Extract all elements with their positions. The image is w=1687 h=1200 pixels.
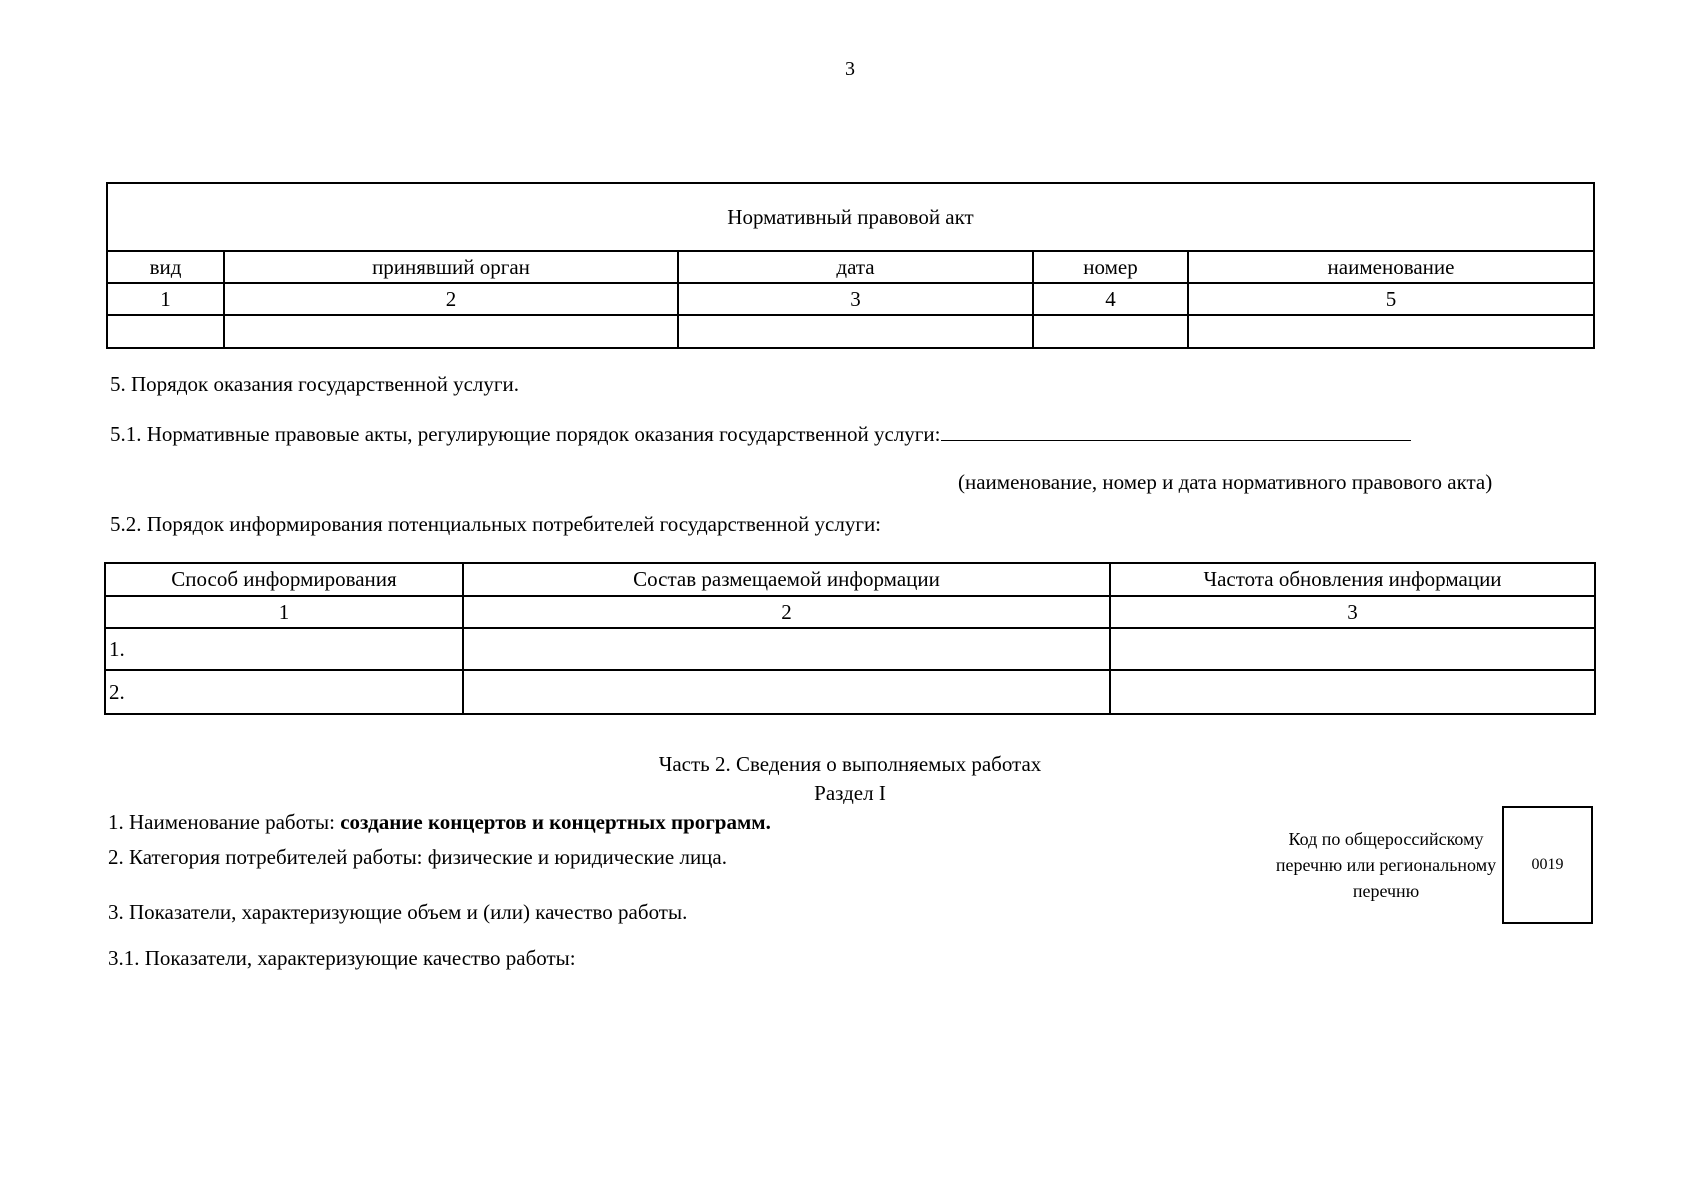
empty-cell — [1188, 315, 1594, 348]
table-row — [107, 315, 1594, 348]
empty-cell — [463, 670, 1110, 714]
consumer-category: 2. Категория потребителей работы: физические и юридические лица. — [108, 845, 727, 869]
section-5-1-note: (наименование, номер и дата нормативного правового акта) — [958, 470, 1493, 494]
section-5-2-text: 5.2. Порядок информирования потенциальных потребителей государственной услуги: — [110, 512, 882, 536]
section-5-heading: 5. Порядок оказания государственной услуги. — [110, 372, 519, 396]
column-number: 3 — [678, 283, 1033, 315]
column-number: 1 — [105, 596, 463, 628]
registry-code-label: Код по общероссийскому перечню или региональному перечню — [1275, 829, 1497, 901]
header-date: дата — [678, 251, 1033, 283]
column-number: 2 — [224, 283, 678, 315]
header-number: номер — [1033, 251, 1188, 283]
work-name-label: 1. Наименование работы: — [108, 810, 341, 834]
empty-cell — [678, 315, 1033, 348]
header-issuing-body: принявший орган — [224, 251, 678, 283]
row-label: 1. — [105, 628, 463, 670]
normative-act-table-title: Нормативный правовой акт — [107, 183, 1594, 251]
empty-cell — [224, 315, 678, 348]
informing-table — [104, 562, 1596, 715]
work-name-value: создание концертов и концертных программ. — [340, 810, 771, 834]
section-5-1-line — [110, 420, 1411, 447]
section-5-1-text: 5.1. Нормативные правовые акты, регулирующие порядок оказания государственной услуги: — [110, 422, 941, 446]
empty-cell — [1110, 670, 1595, 714]
empty-cell — [107, 315, 224, 348]
empty-cell — [1110, 628, 1595, 670]
empty-cell — [463, 628, 1110, 670]
column-number: 2 — [463, 596, 1110, 628]
header-update-frequency: Частота обновления информации — [1110, 563, 1595, 596]
indicators-heading: 3. Показатели, характеризующие объем и (или) качество работы. — [108, 900, 688, 924]
section-title: Раздел I — [814, 781, 886, 805]
row-label: 2. — [105, 670, 463, 714]
fill-in-blank — [941, 420, 1411, 441]
header-information-content: Состав размещаемой информации — [463, 563, 1110, 596]
empty-cell — [1033, 315, 1188, 348]
table-row — [105, 670, 1595, 714]
registry-code-box — [1502, 806, 1593, 924]
quality-indicators-heading: 3.1. Показатели, характеризующие качество работы: — [108, 946, 576, 970]
normative-act-table — [106, 182, 1595, 349]
part-2-title: Часть 2. Сведения о выполняемых работах — [658, 752, 1042, 776]
registry-code-value: 0019 — [1531, 856, 1564, 873]
header-name: наименование — [1188, 251, 1594, 283]
header-informing-method: Способ информирования — [105, 563, 463, 596]
page-number: 3 — [845, 58, 855, 80]
work-name-line — [108, 810, 771, 835]
column-number: 4 — [1033, 283, 1188, 315]
table-row — [105, 628, 1595, 670]
column-number: 3 — [1110, 596, 1595, 628]
column-number: 1 — [107, 283, 224, 315]
column-number: 5 — [1188, 283, 1594, 315]
header-type: вид — [107, 251, 224, 283]
